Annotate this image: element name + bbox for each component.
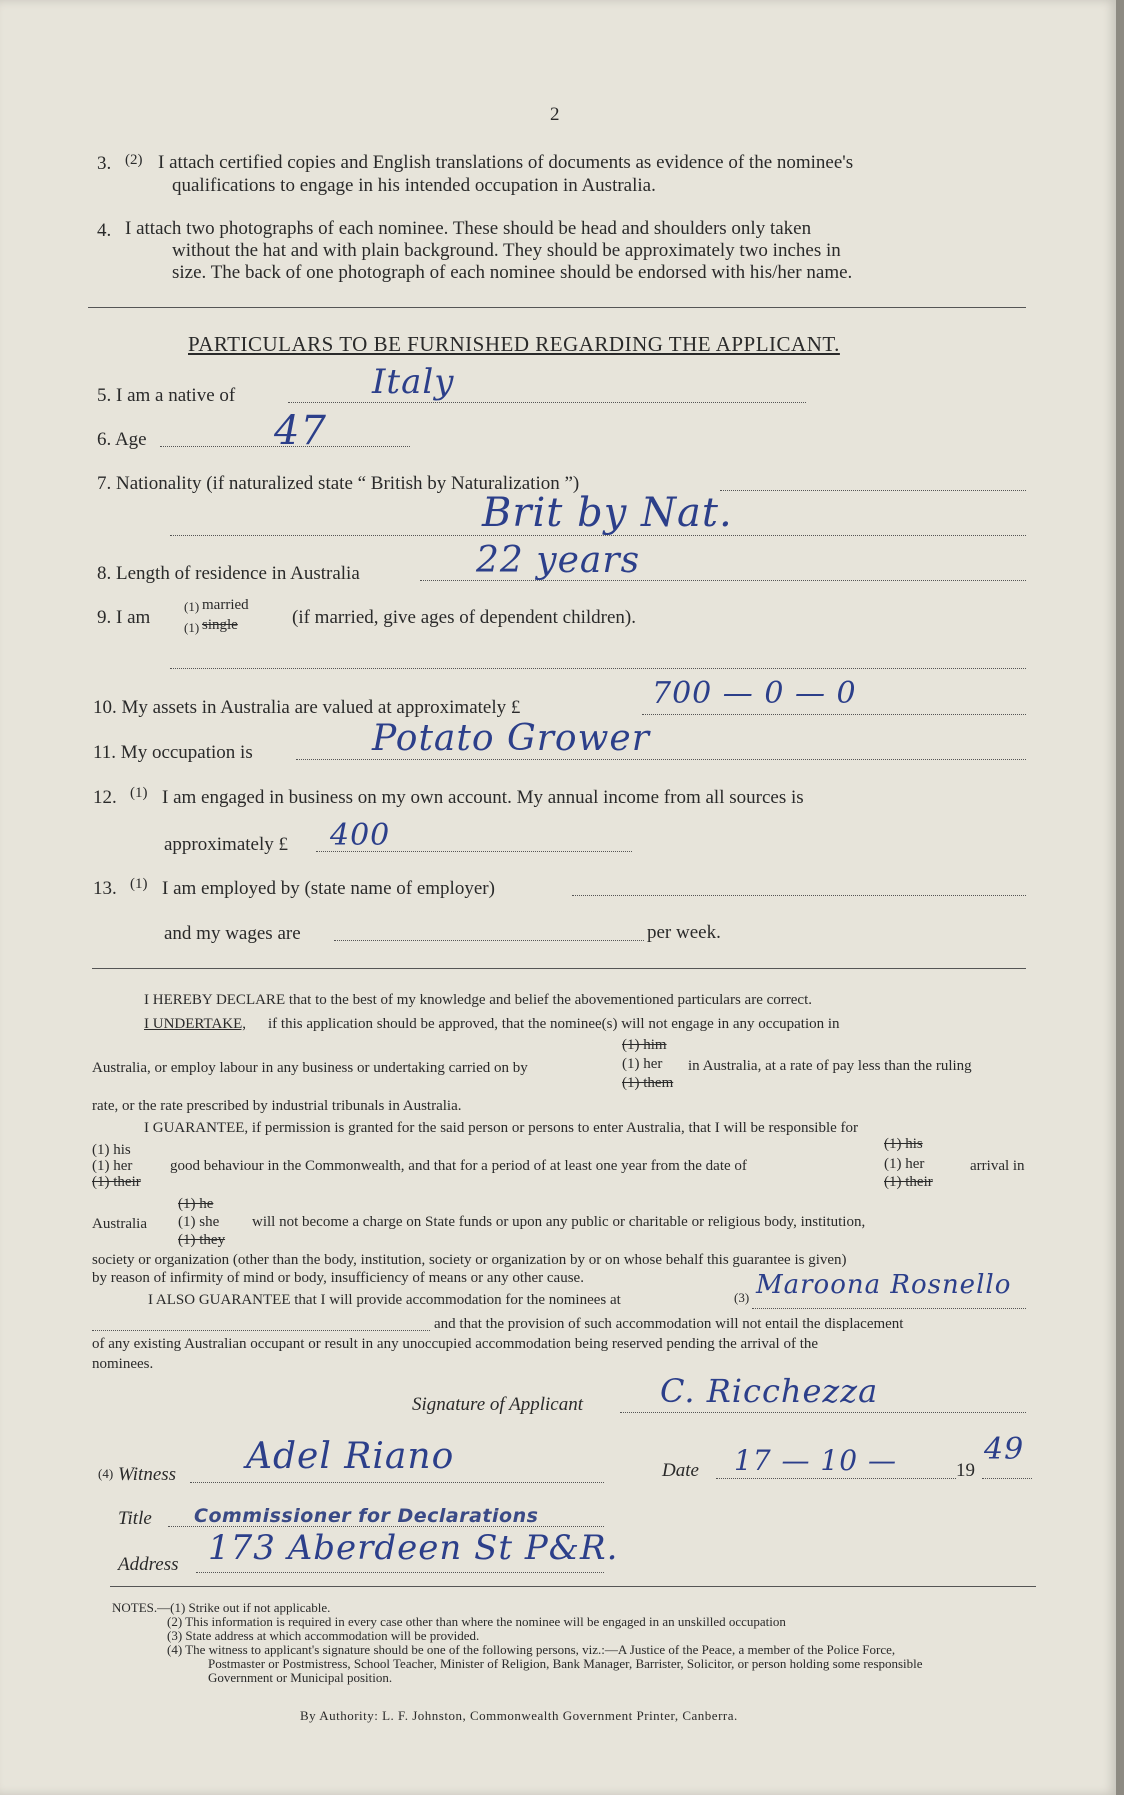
field-12-value: 400 xyxy=(330,818,391,853)
declaration-line-f: by reason of infirmity of mind or body, insufficiency of means or any other cause. xyxy=(92,1270,584,1286)
divider xyxy=(110,1586,1036,1587)
witness-note: (4) xyxy=(98,1466,114,1481)
field-11-value: Potato Grower xyxy=(372,718,650,759)
field-10-value: 700 — 0 — 0 xyxy=(652,676,857,711)
field-9-note-1: (1) xyxy=(184,599,200,614)
field-11-label: 11. My occupation is xyxy=(93,742,253,763)
field-13-per-week: per week. xyxy=(647,922,721,943)
page-number: 2 xyxy=(550,104,560,125)
field-5-value: Italy xyxy=(372,362,455,402)
declaration-line-g: and that the provision of such accommodation will not entail the displacement xyxy=(434,1316,904,1332)
field-10-dotline xyxy=(642,714,1026,715)
date-dotline xyxy=(716,1478,956,1479)
option-he: (1) he xyxy=(178,1196,214,1212)
page-edge xyxy=(1116,0,1124,1795)
field-11-dotline xyxy=(296,759,1026,760)
note-4-line-2: Postmaster or Postmistress, School Teacher, Minister of Religion, Bank Manager, Barrister, Solicitor, or person holding some responsible xyxy=(208,1656,923,1671)
printer-line: By Authority: L. F. Johnston, Commonwealth Government Printer, Canberra. xyxy=(300,1708,738,1723)
accommodation-dotline xyxy=(752,1308,1026,1309)
declaration-also-note: (3) xyxy=(734,1290,750,1305)
date-value: 17 — 10 — xyxy=(734,1444,897,1477)
declaration-line-d: will not become a charge on State funds or upon any public or charitable or religious body, institution, xyxy=(252,1214,866,1230)
option-him: (1) him xyxy=(622,1037,667,1053)
field-13-text: I am employed by (state name of employer) xyxy=(162,878,495,899)
field-5-label: 5. I am a native of xyxy=(97,385,236,406)
option-she: (1) she xyxy=(178,1214,220,1230)
field-7-value: Brit by Nat. xyxy=(482,490,733,536)
field-12-number: 12. xyxy=(93,787,117,808)
signature-label: Signature of Applicant xyxy=(412,1394,583,1415)
declaration-line-e: society or organization (other than the body, institution, society or organization by or on whose behalf this guarantee is given) xyxy=(92,1252,847,1268)
declaration-hereby: I HEREBY DECLARE that to the best of my knowledge and belief the abovementioned particulars are correct. xyxy=(144,992,812,1008)
option-them: (1) them xyxy=(622,1075,674,1091)
signature-dotline xyxy=(620,1412,1026,1413)
accommodation-value: Maroona Rosnello xyxy=(756,1270,1012,1300)
accommodation-dotline-2 xyxy=(92,1330,430,1331)
item-3-number: 3. xyxy=(97,153,112,174)
field-7-label: 7. Nationality (if naturalized state “ British by Naturalization ”) xyxy=(97,473,580,494)
declaration-line-i: nominees. xyxy=(92,1356,154,1372)
option-they: (1) they xyxy=(178,1232,226,1248)
address-value: 173 Aberdeen St P&R. xyxy=(208,1528,619,1568)
witness-value: Adel Riano xyxy=(246,1436,455,1477)
declaration-line-b: rate, or the rate prescribed by industrial tribunals in Australia. xyxy=(92,1098,462,1114)
note-3: (3) State address at which accommodation will be provided. xyxy=(167,1628,480,1643)
address-label: Address xyxy=(118,1554,179,1575)
field-6-label: 6. Age xyxy=(97,429,147,450)
declaration-guarantee: I GUARANTEE, if permission is granted for the said person or persons to enter Australia, that I will be responsible for xyxy=(144,1120,859,1136)
date-year-dotline xyxy=(982,1478,1032,1479)
divider xyxy=(88,307,1026,308)
declaration-undertake-text: if this application should be approved, that the nominee(s) will not engage in any occupation in xyxy=(268,1016,840,1032)
witness-dotline xyxy=(190,1482,604,1483)
field-9-option-single: single xyxy=(202,617,238,633)
declaration-also-guarantee: I ALSO GUARANTEE that I will provide accommodation for the nominees at xyxy=(148,1292,621,1308)
title-stamp: Commissioner for Declarations xyxy=(194,1505,539,1527)
field-12-note: (1) xyxy=(130,785,148,801)
witness-label: Witness xyxy=(118,1464,177,1485)
option-her-3: (1) her xyxy=(884,1156,925,1172)
option-his: (1) his xyxy=(92,1142,131,1158)
field-8-value: 22 years xyxy=(476,540,641,581)
field-6-value: 47 xyxy=(274,408,327,454)
field-9-option-married: married xyxy=(202,597,249,613)
note-4-line-3: Government or Municipal position. xyxy=(208,1670,393,1685)
declaration-line-a: Australia, or employ labour in any business or undertaking carried on by xyxy=(92,1060,528,1076)
field-5-dotline xyxy=(288,402,806,403)
note-4-line-1: (4) The witness to applicant's signature should be one of the following persons, viz.:—A Justice of the Peace, a member of the Police Force, xyxy=(167,1642,896,1657)
field-9-label: 9. I am xyxy=(97,607,151,628)
item-4-line-1: I attach two photographs of each nominee. These should be head and shoulders only taken xyxy=(125,218,812,239)
field-9-dotline xyxy=(170,668,1026,669)
field-9-note-2: (1) xyxy=(184,620,200,635)
item-3-line-1: I attach certified copies and English translations of documents as evidence of the nominee's xyxy=(158,152,854,173)
field-13-wages-label: and my wages are xyxy=(164,923,301,944)
field-12-approx-label: approximately £ xyxy=(164,834,288,855)
signature-value: C. Ricchezza xyxy=(660,1372,879,1410)
date-label: Date xyxy=(662,1460,699,1481)
declaration-undertake-heading: I UNDERTAKE, xyxy=(144,1016,247,1032)
title-label: Title xyxy=(118,1508,152,1529)
field-8-label: 8. Length of residence in Australia xyxy=(97,563,360,584)
note-2: (2) This information is required in every case other than where the nominee will be engaged in an unskilled occupation xyxy=(167,1614,786,1629)
item-4-number: 4. xyxy=(97,220,112,241)
divider xyxy=(92,968,1026,969)
field-13-note: (1) xyxy=(130,876,148,892)
item-4-line-2: without the hat and with plain background. They should be approximately two inches in xyxy=(172,240,841,261)
field-10-label: 10. My assets in Australia are valued at approximately £ xyxy=(93,697,521,718)
option-their: (1) their xyxy=(92,1174,141,1190)
field-12-text: I am engaged in business on my own account. My annual income from all sources is xyxy=(162,787,804,808)
date-year-prefix: 19 xyxy=(956,1460,975,1481)
item-4-line-3: size. The back of one photograph of each nominee should be endorsed with his/her name. xyxy=(172,262,853,283)
field-13-dotline-2 xyxy=(334,940,644,941)
option-her: (1) her xyxy=(622,1056,663,1072)
declaration-line-a2: in Australia, at a rate of pay less than the ruling xyxy=(688,1058,972,1074)
note-1: NOTES.—(1) Strike out if not applicable. xyxy=(112,1600,331,1615)
field-7-dotline-1 xyxy=(720,490,1026,491)
option-their-2: (1) their xyxy=(884,1174,933,1190)
option-her-2: (1) her xyxy=(92,1158,133,1174)
field-13-dotline-1 xyxy=(572,895,1026,896)
field-9-label-b: (if married, give ages of dependent children). xyxy=(292,607,636,628)
field-13-number: 13. xyxy=(93,878,117,899)
arrival-in: arrival in xyxy=(970,1158,1025,1174)
declaration-line-h: of any existing Australian occupant or result in any unoccupied accommodation being reserved pending the arrival of the xyxy=(92,1336,819,1352)
applicant-heading: PARTICULARS TO BE FURNISHED REGARDING THE APPLICANT. xyxy=(188,332,840,356)
item-3-line-2: qualifications to engage in his intended occupation in Australia. xyxy=(172,175,656,196)
option-his-2: (1) his xyxy=(884,1136,923,1152)
declaration-line-c: good behaviour in the Commonwealth, and that for a period of at least one year from the date of xyxy=(170,1158,747,1174)
address-dotline xyxy=(196,1572,604,1573)
australia-word: Australia xyxy=(92,1216,147,1232)
date-year-value: 49 xyxy=(984,1432,1025,1467)
item-3-note: (2) xyxy=(125,152,143,168)
